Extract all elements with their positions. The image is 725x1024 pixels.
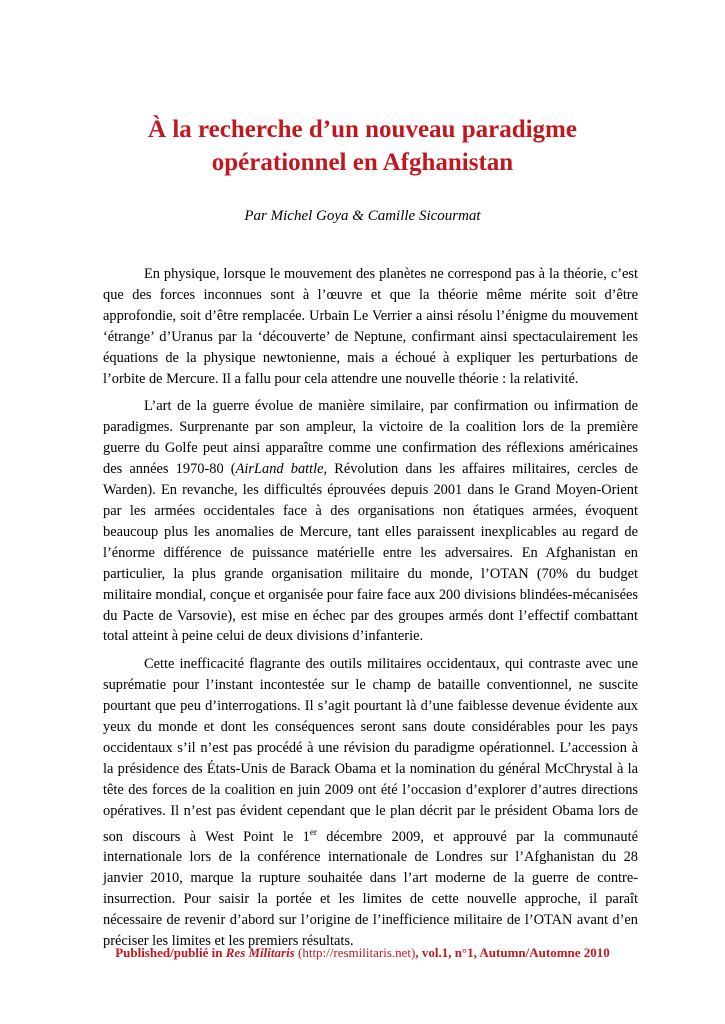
article-authors: Par Michel Goya & Camille Sicourmat <box>244 208 481 224</box>
title-line-1: À la recherche d’un nouveau paradigme <box>148 116 577 143</box>
article-title <box>0 113 725 179</box>
journal-url-link[interactable]: (http://resmilitaris.net) <box>298 945 416 960</box>
paragraph-2-text-a: L’art de la guerre évolue de manière similaire, par confirmation ou infirmation de paradigmes. Surprenante par son ampleur, la victoire de la coalition lors de la première guerre du Golfe peut ainsi apparaître comme une confirmation des réflexions américaines des années 1970-80 ( <box>103 398 638 478</box>
footer-suffix: , vol.1, n°1, Autumn/Automne 2010 <box>415 945 610 960</box>
title-line-2: opérationnel en Afghanistan <box>211 149 514 176</box>
ordinal-superscript: er <box>309 826 317 837</box>
paragraph-3-text-a: Cette inefficacité flagrante des outils militaires occidentaux, qui contraste avec une suprématie pour l’instant incontestée sur le champ de bataille conventionnel, ne suscite pourtant que peu d’interrogations. Il s’agit pourtant là d’une faiblesse devenue évidente aux yeux du monde et dont les conséquences seront sans doute considérables pour les pays occidentaux s’il n’est pas procédé à une révision du paradigme opérationnel. L’accession à la présidence des États-Unis de Barack Obama et la nomination du général McChrystal à la tête des forces de la coalition en juin 2009 ont été l’occasion d’explorer d’autres directions opératives. Il n’est pas évident cependant que le plan décrit par le président Obama lors de son discours à West Point le 1 <box>103 656 638 845</box>
paragraph-3-text-b: décembre 2009, et approuvé par la communauté internationale lors de la conférence internationale de Londres sur l’Afghanistan du 28 janvier 2010, marque la rupture souhaitée dans l’art moderne de la guerre de contre-insurrection. Pour saisir la portée et les limites de cette nouvelle approche, il paraît nécessaire de revenir d’abord sur l’origine de l’inefficience militaire de l’OTAN avant d’en préciser les limites et les premiers résultats. <box>103 828 638 949</box>
publication-footer <box>0 944 725 962</box>
paragraph-1: En physique, lorsque le mouvement des planètes ne correspond pas à la théorie, c’est que des forces inconnues sont à l’œuvre et que la théorie même mérite soit d’être approfondie, soit d’être remplacée. Urbain Le Verrier a ainsi résolu l’énigme du mouvement ‘étrange’ d’Uranus par la ‘découverte’ de Neptune, confirmant ainsi spectaculairement les équations de la physique newtonienne, mais a échoué à expliquer les perturbations de l’orbite de Mercure. Il a fallu pour cela attendre une nouvelle théorie : la relativité. <box>103 266 638 387</box>
paragraph-3 <box>103 654 638 951</box>
airland-battle-term: AirLand battle <box>235 461 324 478</box>
paragraph-2 <box>103 396 638 647</box>
journal-name: Res Militaris <box>225 945 295 960</box>
footer-prefix: Published/publié in <box>115 945 226 960</box>
article-body <box>103 264 638 959</box>
paragraph-2-text-b: , Révolution dans les affaires militaires, cercles de Warden). En revanche, les difficultés éprouvées depuis 2001 dans le Grand Moyen-Orient par les armées occidentales face à des organisations non étatiques armées, évoquent beaucoup plus les anomalies de Mercure, tant elles paraissent inexplicables au regard de l’énorme différence de puissance matérielle entre les adversaires. En Afghanistan en particulier, la plus grande organisation militaire du monde, l’OTAN (70% du budget militaire mondial, conçue et organisée pour faire face aux 200 divisions blindées-mécanisées du Pacte de Varsovie), est mise en échec par des groupes armés dont l’effectif combattant total atteint à peine celui de deux divisions d’infanterie. <box>103 461 638 645</box>
